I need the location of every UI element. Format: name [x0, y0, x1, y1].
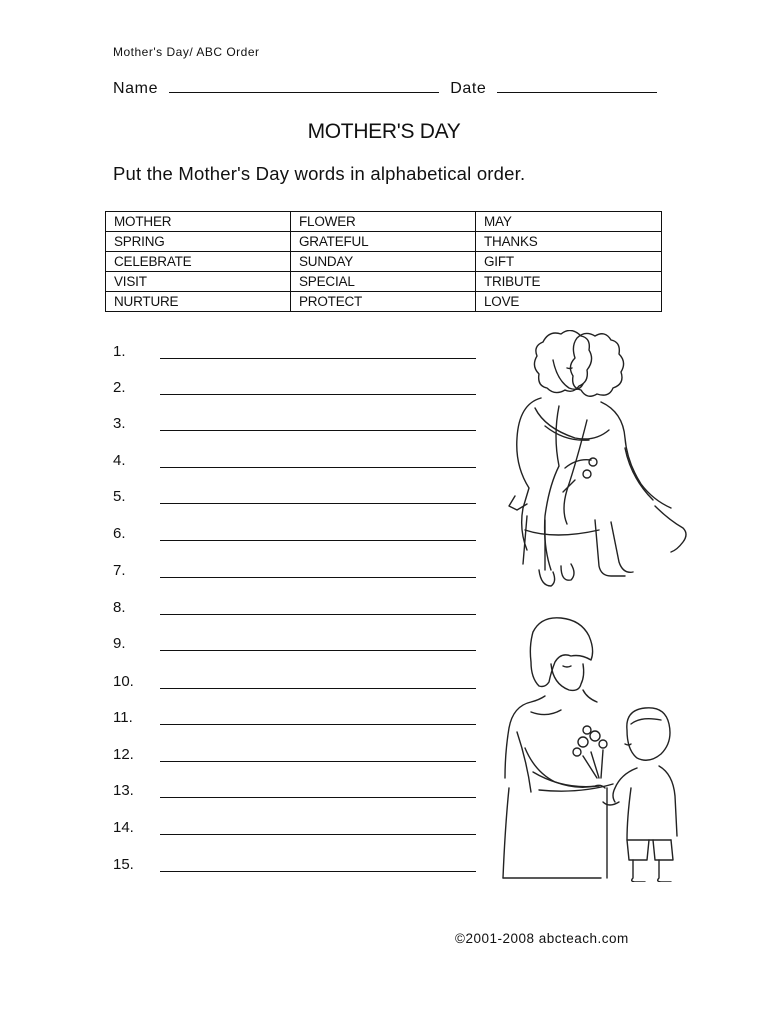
answer-row [113, 782, 483, 804]
table-cell: LOVE [476, 292, 662, 312]
answer-row [113, 525, 483, 547]
table-cell: FLOWER [291, 212, 476, 232]
table-cell: NURTURE [106, 292, 291, 312]
name-blank[interactable] [169, 78, 439, 93]
answer-blank[interactable] [160, 761, 476, 762]
answer-row [113, 343, 483, 365]
name-label: Name [113, 80, 159, 97]
table-row [106, 272, 662, 292]
table-cell: GIFT [476, 252, 662, 272]
table-cell: SUNDAY [291, 252, 476, 272]
answer-blank[interactable] [160, 834, 476, 835]
mother-child-hug-illustration [505, 330, 700, 598]
answer-row [113, 856, 483, 878]
table-cell: SPECIAL [291, 272, 476, 292]
table-cell: MOTHER [106, 212, 291, 232]
table-cell: TRIBUTE [476, 272, 662, 292]
date-label: Date [450, 80, 487, 97]
answer-row [113, 562, 483, 584]
answer-blank[interactable] [160, 503, 476, 504]
answer-row [113, 746, 483, 768]
instructions: Put the Mother's Day words in alphabetical order. [113, 163, 526, 184]
answer-blank[interactable] [160, 394, 476, 395]
answer-blank[interactable] [160, 577, 476, 578]
answer-number: 1. [113, 343, 126, 360]
answer-blank[interactable] [160, 797, 476, 798]
name-date-line [113, 78, 657, 98]
answer-row [113, 819, 483, 841]
answer-row [113, 673, 483, 695]
answer-row [113, 415, 483, 437]
table-cell: THANKS [476, 232, 662, 252]
answer-row [113, 635, 483, 657]
answer-blank[interactable] [160, 650, 476, 651]
copyright: ©2001-2008 abcteach.com [455, 931, 629, 946]
answer-number: 2. [113, 379, 126, 396]
answer-blank[interactable] [160, 467, 476, 468]
table-row [106, 212, 662, 232]
answer-blank[interactable] [160, 688, 476, 689]
word-table [105, 211, 662, 312]
answer-number: 11. [113, 709, 133, 726]
answer-number: 12. [113, 746, 134, 763]
answer-blank[interactable] [160, 724, 476, 725]
answer-row [113, 452, 483, 474]
date-blank[interactable] [497, 78, 657, 93]
answer-number: 6. [113, 525, 126, 542]
answer-blank[interactable] [160, 358, 476, 359]
answer-number: 4. [113, 452, 126, 469]
table-cell: MAY [476, 212, 662, 232]
answer-blank[interactable] [160, 614, 476, 615]
answer-row [113, 709, 483, 731]
answer-number: 7. [113, 562, 126, 579]
answer-row [113, 488, 483, 510]
table-cell: VISIT [106, 272, 291, 292]
table-row [106, 232, 662, 252]
boy-giving-flowers-illustration [487, 612, 700, 882]
page-title: MOTHER'S DAY [307, 120, 461, 143]
answer-number: 9. [113, 635, 126, 652]
table-cell: SPRING [106, 232, 291, 252]
table-cell: CELEBRATE [106, 252, 291, 272]
answer-number: 15. [113, 856, 134, 873]
answer-number: 8. [113, 599, 126, 616]
answer-blank[interactable] [160, 540, 476, 541]
answer-row [113, 599, 483, 621]
answer-blank[interactable] [160, 430, 476, 431]
answer-number: 14. [113, 819, 134, 836]
table-cell: PROTECT [291, 292, 476, 312]
answer-blank[interactable] [160, 871, 476, 872]
answer-number: 13. [113, 782, 134, 799]
table-row [106, 292, 662, 312]
answer-number: 10. [113, 673, 134, 690]
table-row [106, 252, 662, 272]
answer-row [113, 379, 483, 401]
answer-number: 3. [113, 415, 126, 432]
table-cell: GRATEFUL [291, 232, 476, 252]
worksheet-header: Mother's Day/ ABC Order [113, 45, 260, 59]
answer-number: 5. [113, 488, 126, 505]
